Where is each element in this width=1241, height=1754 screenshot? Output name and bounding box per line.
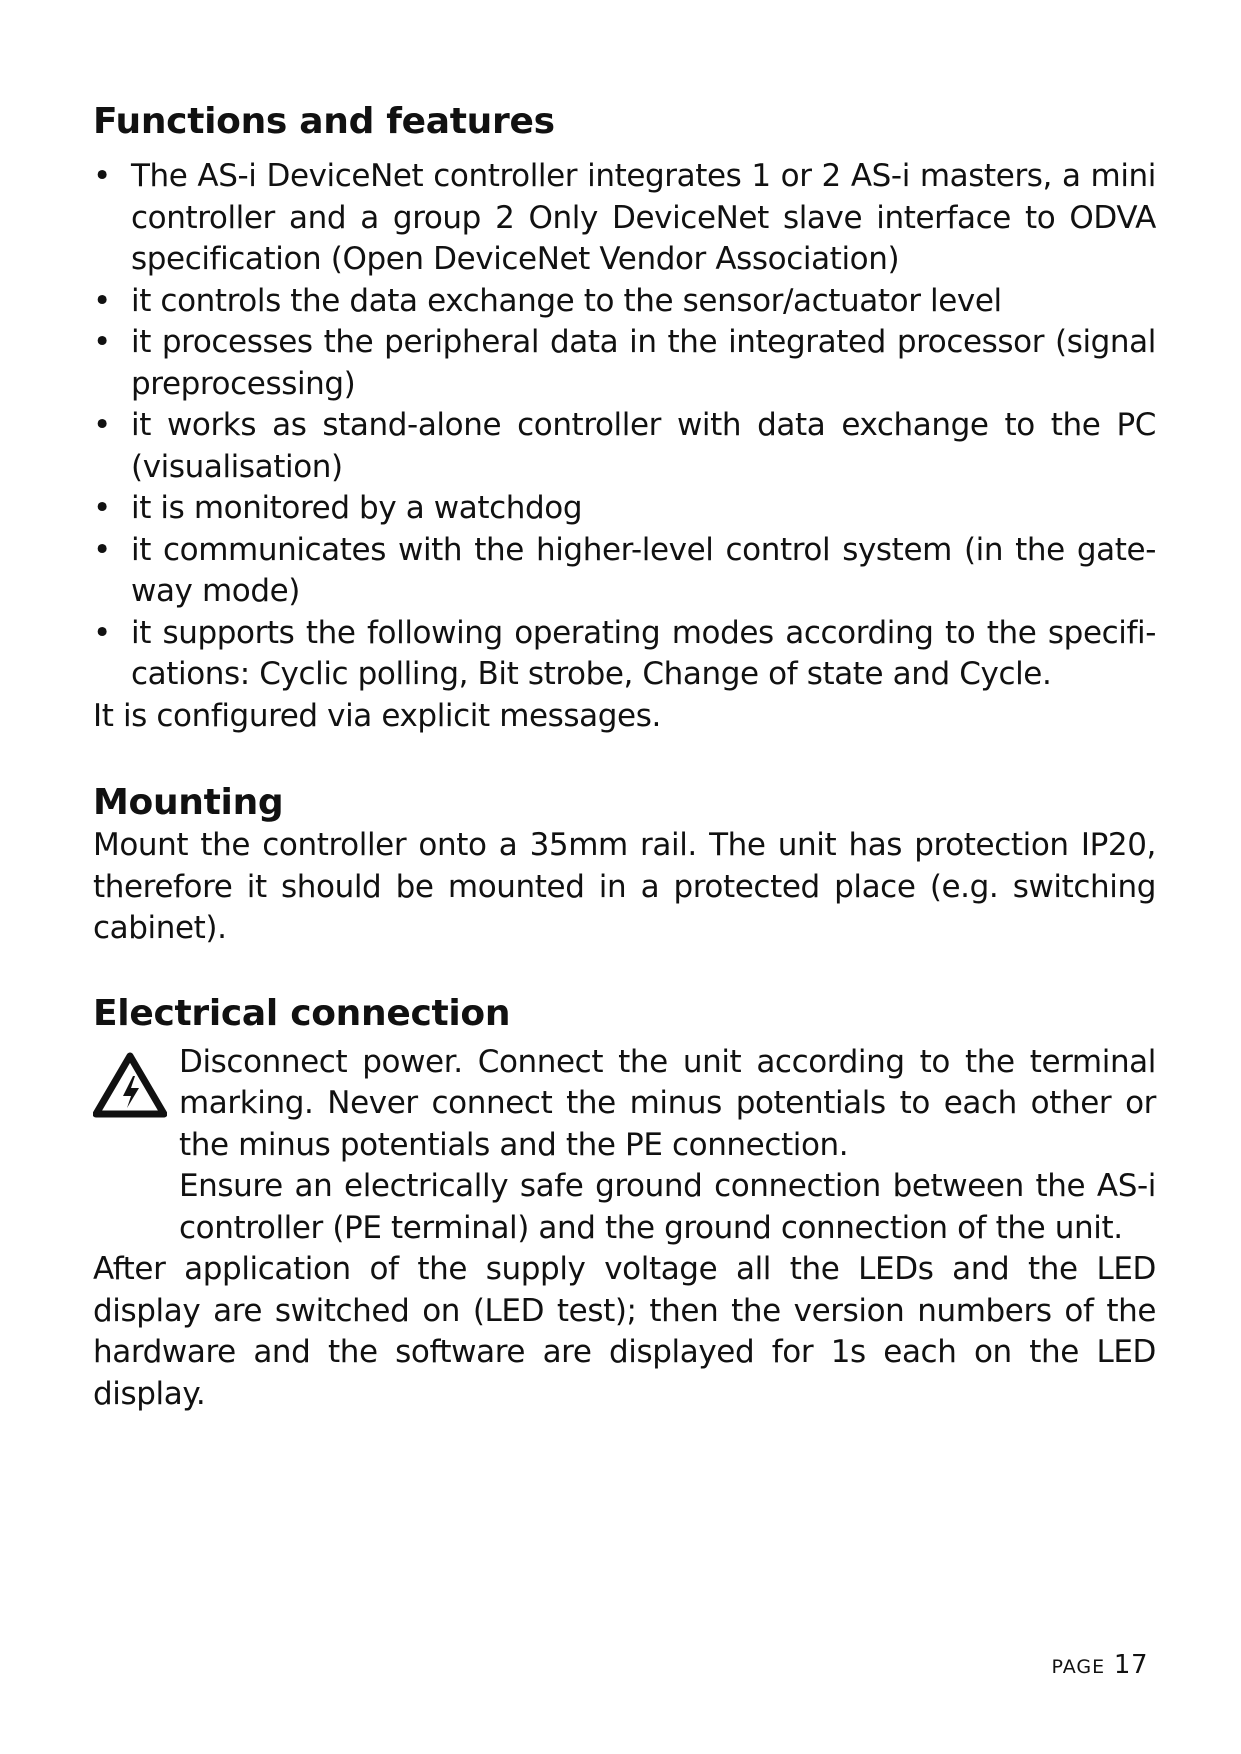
configuration-note: It is configured via explicit messages. [93, 697, 661, 734]
warning-text [179, 1042, 1156, 1250]
list-item: • it processes the peripheral data in the integrated processor (signal preprocessing) [93, 322, 1156, 405]
list-item: • it controls the data exchange to the sensor/actuator level [93, 281, 1156, 323]
warning-block [93, 1042, 1156, 1250]
page-label: PAGE [1051, 1656, 1106, 1678]
functions-heading: Functions and features [93, 101, 555, 142]
led-test-text: After application of the supply voltage all the LEDs and the LED display are switched on (LED test); then the version numbers of the hardware and the software are displayed for 1s each on the LED display. [93, 1251, 1156, 1412]
electrical-heading: Electrical connection [93, 992, 511, 1034]
page-number [1052, 1650, 1149, 1680]
mounting-heading: Mounting [93, 782, 284, 823]
warning-text-power: Disconnect power. Connect the unit according to the terminal marking. Never connect the minus potentials to each other or the minus potentials and the PE connection. [179, 1043, 1156, 1163]
list-item: • it is monitored by a watchdog [93, 488, 1156, 530]
list-item: • The AS-i DeviceNet controller integrates 1 or 2 AS-i masters, a mini controller and a group 2 Only DeviceNet slave interface to ODVA specification (Open DeviceNet Vendor Association) [93, 156, 1156, 281]
warning-text-ground: Ensure an electrically safe ground connection between the AS-i controller (PE terminal) and the ground connection of the unit. [179, 1168, 1156, 1246]
mounting-text: Mount the controller onto a 35mm rail. The unit has protection IP20, therefore it should be mounted in a protected place (e.g. switching cabinet). [93, 827, 1156, 946]
list-item: • it communicates with the higher-level control system (in the gate-way mode) [93, 530, 1156, 613]
page-content [93, 100, 1156, 1415]
features-list [93, 156, 1156, 696]
list-item: • it works as stand-alone controller with data exchange to the PC (visualisation) [93, 405, 1156, 488]
electrical-section [93, 992, 1156, 1416]
list-item: • it supports the following operating modes according to the specifi-cations: Cyclic polling, Bit strobe, Change of state and Cycle. [93, 613, 1156, 696]
page-number-value: 17 [1113, 1650, 1148, 1680]
high-voltage-warning-icon [93, 1042, 179, 1250]
functions-section [93, 100, 1156, 737]
mounting-section [93, 781, 1156, 950]
